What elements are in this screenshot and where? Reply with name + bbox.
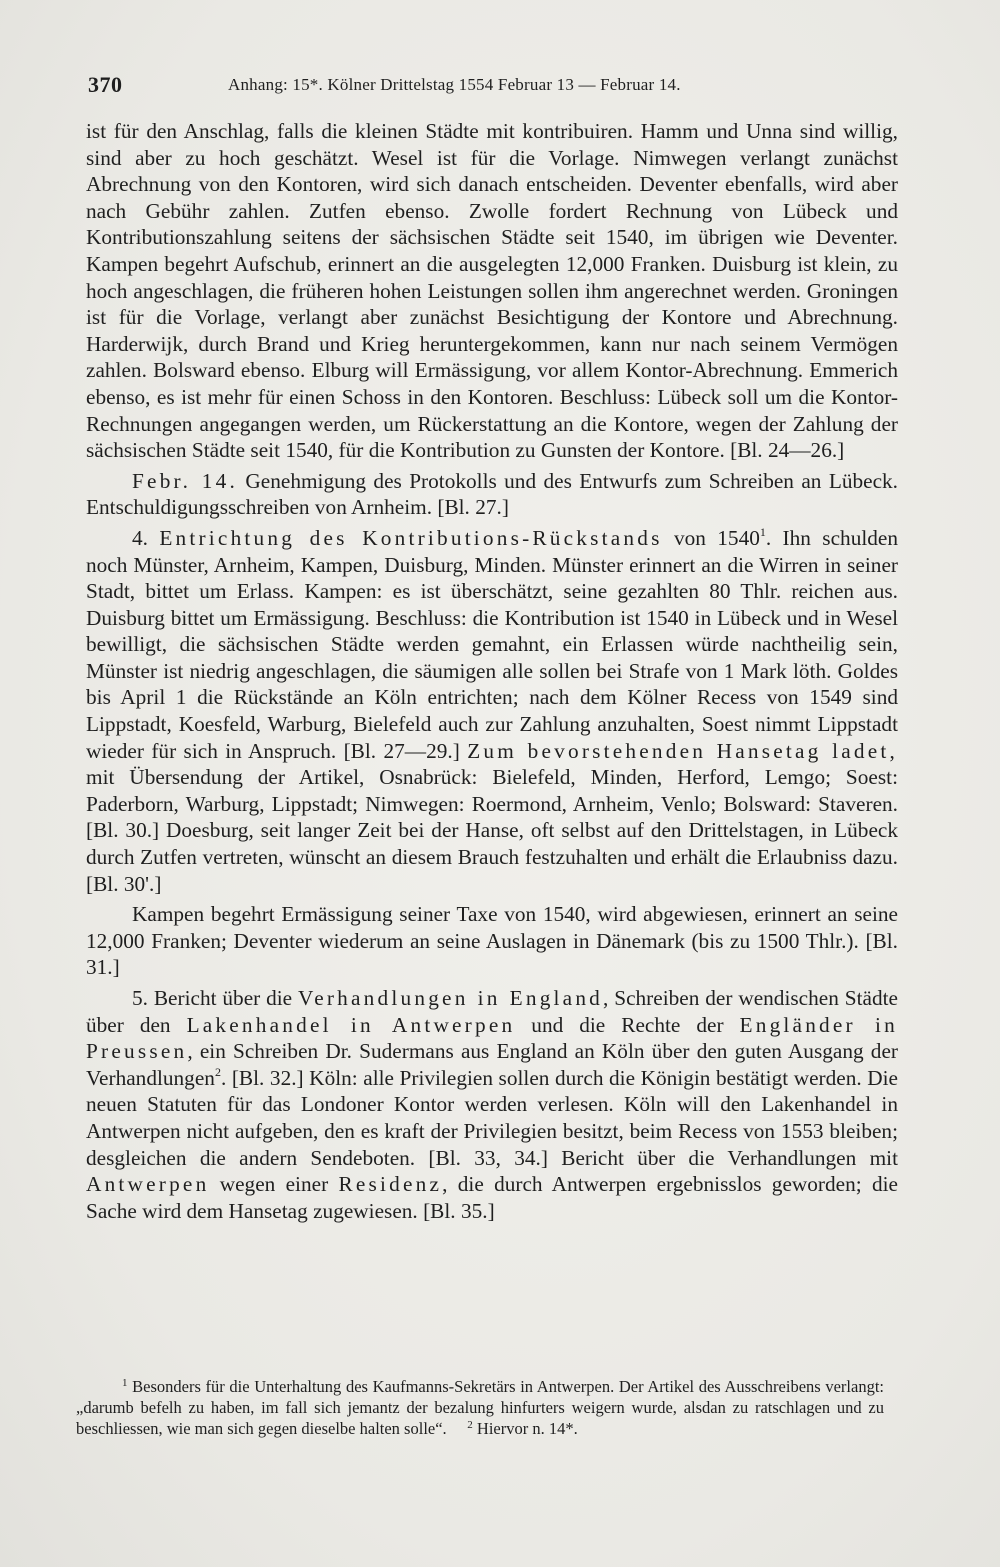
- paragraph-2: [86, 468, 898, 521]
- paragraph-5-spaced-3: Engländer in Preussen: [86, 1012, 898, 1064]
- paragraph-5-text-g: , die durch Antwerpen ergebnisslos geworden; die Sache wird dem Hansetag zugewiesen. [Bl. 35.]: [86, 1172, 899, 1223]
- paragraph-1: [86, 118, 898, 464]
- paragraph-5-spaced-5: Residenz: [338, 1172, 443, 1197]
- paragraph-5-text-a: 5. Bericht über die: [132, 986, 299, 1010]
- running-head: Anhang: 15*. Kölner Drittelstag 1554 Februar 13 — Februar 14.: [228, 75, 681, 94]
- paragraph-3-text-c: mit Übersendung der Artikel, Osnabrück: Bielefeld, Minden, Herford, Lemgo; Soest: Paderborn, Warburg, Lippstadt; Nimwegen: Roermond, Arnheim, Venlo; Bolsward: Staveren. [Bl. 30.] Doesburg, seit langer Zeit bei der Hanse, oft selbst auf den Drittelstagen, in Lübeck durch Zutfen vertreten, wünscht an diesem Brauch festzuhalten und erhält die Erlaubniss dazu. [Bl. 30'.]: [86, 765, 898, 896]
- paragraph-3-text-a: von 1540: [662, 525, 760, 550]
- page-number: 370: [88, 72, 123, 97]
- paragraph-3-number: 4.: [132, 525, 160, 550]
- footnote-ref-1[interactable]: 1: [759, 524, 766, 539]
- footnote-2-text: Hiervor n. 14*.: [472, 1419, 578, 1438]
- paragraph-5-spaced-1: Verhandlungen in England: [298, 986, 604, 1010]
- body-text: [86, 118, 898, 1228]
- paragraph-5-spaced-4: Antwerpen: [86, 1172, 210, 1197]
- footnote-1: [76, 1376, 884, 1439]
- paragraph-5-text-f: wegen einer: [209, 1172, 339, 1197]
- paragraph-5: [86, 985, 898, 1224]
- paragraph-5-text-e: . [Bl. 32.] Köln: alle Privilegien sollen durch die Königin bestätigt werden. Die neuen Statuten für das Londoner Kontor werden verlesen. Köln will den Lakenhandel in Antwerpen nicht aufgeben, den es kraft der Privilegien besitzt, beim Recess von 1553 bleiben; desgleichen die andern Sendeboten. [Bl. 33, 34.] Bericht über die Verhandlungen mit: [86, 1065, 898, 1170]
- footnote-ref-2[interactable]: 2: [214, 1064, 221, 1079]
- paragraph-2-text: Genehmigung des Protokolls und des Entwurfs zum Schreiben an Lübeck. Entschuldigungsschreiben von Arnheim. [Bl. 27.]: [86, 468, 898, 520]
- paragraph-5-text-c: und die Rechte der: [515, 1012, 740, 1037]
- footnote-1-mark: 1: [122, 1377, 128, 1389]
- footnote-2-mark: 2: [467, 1419, 473, 1431]
- paragraph-2-date: Febr. 14.: [132, 468, 238, 493]
- footnote-1-text: Besonders für die Unterhaltung des Kaufmanns-Sekretärs in Antwerpen. Der Artikel des Ausschreibens verlangt: „darumb befelh zu haben, im fall sich jemantz der bezalung hinfurters weigern wurde, alsdan zu ratschlagen und zu beschliessen, wie man sich gegen dieselbe halten solle“.: [76, 1377, 884, 1438]
- paragraph-5-spaced-2: Lakenhandel in Antwerpen: [186, 1012, 516, 1037]
- paragraph-3-text-b: . Ihn schulden noch Münster, Arnheim, Kampen, Duisburg, Minden. Münster erinnert an die Wirren in seiner Stadt, bittet um Erlass. Kampen: es ist überschätzt, seine gezahlten 80 Thlr. reichen aus. Duisburg bittet um Ermässigung. Beschluss: die Kontribution ist 1540 in Lübeck und in Wesel bewilligt, die sächsischen Städte werden gemahnt, ein Erlassen würde nachtheilig sein, Münster ist niedrig angeschlagen, die säumigen alle sollen bei Strafe von 1 Mark löth. Goldes bis April 1 die Rückstände an Köln entrichten; nach dem Kölner Recess von 1549 sind Lippstadt, Koesfeld, Warburg, Bielefeld auch zur Zahlung anzuhalten, Soest nimmt Lippstadt wieder für sich in Anspruch. [Bl. 27—29.]: [86, 525, 899, 763]
- paragraph-4: [86, 901, 898, 981]
- footnotes: [76, 1376, 884, 1439]
- paragraph-4-text: Kampen begehrt Ermässigung seiner Taxe von 1540, wird abgewiesen, erinnert an seine 12,000 Franken; Deventer wiederum an seine Auslagen in Dänemark (bis zu 1500 Thlr.). [Bl. 31.]: [86, 902, 898, 980]
- paragraph-1-text: ist für den Anschlag, falls die kleinen Städte mit kontribuiren. Hamm und Unna sind willig, sind aber zu hoch geschätzt. Wesel ist für die Vorlage. Nimwegen verlangt zunächst Abrechnung von den Kontoren, wird sich danach entscheiden. Deventer ebenfalls, wird aber nach Gebühr zahlen. Zutfen ebenso. Zwolle fordert Rechnung von Lübeck und Kontributionszahlung seitens der sächsischen Städte seit 1540, im übrigen wie Deventer. Kampen begehrt Aufschub, erinnert an die ausgelegten 12,000 Franken. Duisburg ist klein, zu hoch angeschlagen, die früheren hohen Leistungen sollen ihm angerechnet werden. Groningen ist für die Vorlage, verlangt aber zunächst Besichtigung der Kontore und Abrechnung. Harderwijk, durch Brand und Krieg heruntergekommen, kann nur nach seinem Vermögen zahlen. Bolsward ebenso. Elburg will Ermässigung, vor allem Kontor-Abrechnung. Emmerich ebenso, es ist mehr für einen Schoss in den Kontoren. Beschluss: Lübeck soll um die Kontor-Rechnungen angegangen werden, um Rückerstattung an die Kontore, wegen der Zahlung der sächsischen Städte seit 1540, für die Kontribution zu Gunsten der Kontore. [Bl. 24—26.]: [86, 119, 898, 463]
- paragraph-3-spaced-phrase: Zum bevorstehenden Hansetag ladet,: [467, 738, 899, 763]
- page-header: [88, 72, 900, 102]
- paragraph-5-text-d: , ein Schreiben Dr. Sudermans aus England an Köln über den guten Ausgang der Verhandlungen: [86, 1039, 898, 1090]
- paragraph-3: [86, 525, 898, 897]
- paragraph-3-spaced-heading: Entrichtung des Kontributions-Rückstands: [159, 525, 663, 550]
- paragraph-5-text-b: , Schreiben der wendischen Städte über den: [86, 986, 898, 1037]
